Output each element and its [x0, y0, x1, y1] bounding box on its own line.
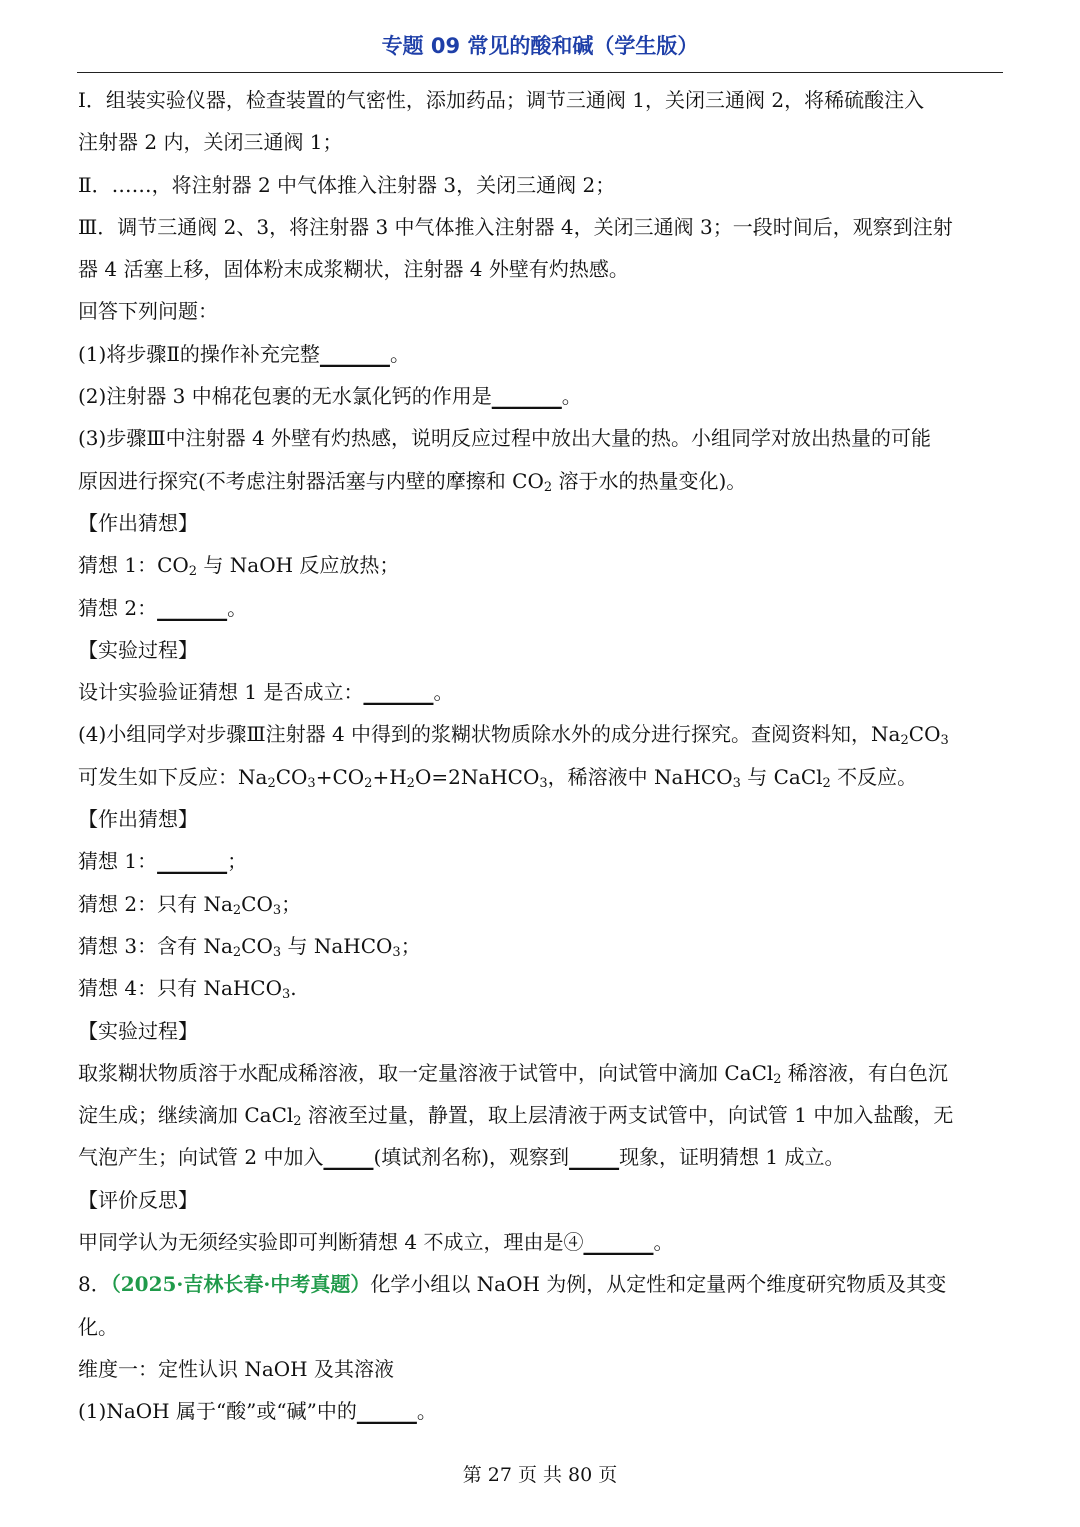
text-run: Ⅰ．组装实验仪器，检查装置的气密性，添加药品；调节三通阀 1，关闭三通阀 2，将稀硫酸注入 — [78, 88, 925, 112]
text-run: 化学小组以 NaOH 为例，从定性和定量两个维度研究物质及其变 — [370, 1272, 947, 1297]
subscript: 3 — [272, 902, 282, 918]
text-run: CO — [275, 764, 308, 789]
text-line — [78, 1221, 1003, 1263]
subscript: 3 — [732, 775, 741, 791]
text-run: 与 NaOH 反应放热； — [197, 553, 400, 578]
text-run: 猜想 3：含有 Na — [78, 933, 233, 958]
text-run: 【实验过程】 — [78, 637, 198, 662]
text-run: 稀溶液，有白色沉 — [781, 1060, 948, 1085]
source-citation: （2025·吉林长春·中考真题） — [110, 1272, 371, 1297]
text-run: 化。 — [78, 1314, 118, 1339]
subscript: 2 — [364, 775, 373, 791]
text-line — [78, 333, 1003, 375]
text-line — [78, 121, 1003, 163]
text-run: . — [290, 976, 297, 1001]
text-run: 猜想 2：只有 Na — [78, 891, 233, 916]
text-run: 原因进行探究(不考虑注射器活塞与内壁的摩擦和 CO — [78, 468, 544, 493]
text-run: 现象，证明猜想 1 成立。 — [619, 1145, 845, 1170]
subscript: 3 — [282, 987, 291, 1003]
header-divider — [77, 72, 1003, 73]
text-run: 猜想 1：CO — [78, 553, 189, 578]
subscript: 3 — [392, 944, 401, 960]
text-line — [78, 460, 1003, 502]
text-run: 。 — [416, 1399, 437, 1424]
text-run: ，稀溶液中 NaHCO — [547, 764, 733, 789]
text-run: O=2NaHCO — [414, 764, 540, 789]
subscript: 2 — [188, 564, 198, 580]
text-line — [78, 1052, 1003, 1094]
text-run: Ⅲ．调节三通阀 2、3，将注射器 3 中气体推入注射器 4，关闭三通阀 3；一段时间后，观察到注射 — [78, 214, 953, 239]
text-line — [78, 798, 1003, 840]
answer-blank: _______ — [491, 384, 562, 409]
subscript: 2 — [232, 944, 242, 960]
answer-blank: _______ — [319, 341, 390, 366]
subscript: 2 — [773, 1071, 782, 1087]
text-run: (1)NaOH 属于“酸”或“碱”中的 — [78, 1399, 357, 1424]
subscript: 3 — [940, 733, 949, 749]
subscript: 2 — [232, 902, 242, 918]
text-run: +CO — [315, 764, 365, 789]
text-run: Ⅱ．……，将注射器 2 中气体推入注射器 3，关闭三通阀 2； — [78, 172, 616, 197]
text-line — [78, 164, 1003, 206]
text-run: 气泡产生；向试管 2 中加入 — [78, 1145, 324, 1170]
subscript: 2 — [267, 775, 276, 791]
text-line — [78, 290, 1003, 332]
text-run: +H — [372, 764, 407, 789]
subscript: 2 — [900, 733, 909, 749]
text-run: 设计实验验证猜想 1 是否成立： — [78, 680, 364, 705]
text-line — [78, 1136, 1003, 1178]
document-body — [78, 79, 1003, 1433]
text-run: 【实验过程】 — [78, 1018, 198, 1043]
text-line — [78, 713, 1003, 755]
text-line — [78, 925, 1003, 967]
text-run: 可发生如下反应：Na — [78, 764, 268, 789]
text-line — [78, 544, 1003, 586]
text-run: 【作出猜想】 — [78, 510, 198, 535]
text-line — [78, 375, 1003, 417]
text-run: 。 — [389, 341, 410, 366]
text-run: 【作出猜想】 — [78, 807, 198, 832]
answer-blank: _______ — [583, 1230, 654, 1255]
text-run: 注射器 2 内，关闭三通阀 1； — [78, 130, 343, 155]
text-run: 【评价反思】 — [78, 1187, 198, 1212]
text-line — [78, 79, 1003, 121]
text-run: 猜想 2： — [78, 595, 158, 620]
text-run: 不反应。 — [830, 764, 918, 789]
text-line — [78, 1010, 1003, 1052]
text-run: 取浆糊状物质溶于水配成稀溶液，取一定量溶液于试管中，向试管中滴加 CaCl — [78, 1060, 774, 1085]
subscript: 2 — [293, 1114, 302, 1130]
text-line — [78, 1348, 1003, 1390]
text-run: 猜想 1： — [78, 849, 158, 874]
text-run: (填试剂名称)，观察到 — [373, 1145, 570, 1170]
text-run: (1)将步骤Ⅱ的操作补充完整 — [78, 341, 320, 366]
text-run: (3)步骤Ⅲ中注射器 4 外壁有灼热感，说明反应过程中放出大量的热。小组同学对放出热量的可能 — [78, 426, 932, 451]
text-run: 。 — [433, 680, 454, 705]
text-run: 回答下列问题： — [78, 299, 218, 324]
text-line — [78, 629, 1003, 671]
text-run: (4)小组同学对步骤Ⅲ注射器 4 中得到的浆糊状物质除水外的成分进行探究。查阅资料知，Na — [78, 722, 901, 747]
text-line — [78, 1306, 1003, 1348]
answer-blank: _____ — [323, 1145, 374, 1170]
text-run: ； — [281, 891, 302, 916]
subscript: 2 — [406, 775, 415, 791]
answer-blank: _______ — [363, 680, 434, 705]
subscript: 2 — [822, 775, 831, 791]
text-line — [78, 883, 1003, 925]
subscript: 3 — [307, 775, 316, 791]
text-line — [78, 1179, 1003, 1221]
text-run: ； — [227, 849, 248, 874]
text-line — [78, 417, 1003, 459]
text-run: 与 CaCl — [740, 764, 823, 789]
text-run: CO — [241, 891, 273, 916]
text-line — [78, 671, 1003, 713]
subscript: 2 — [543, 479, 553, 495]
text-line — [78, 1094, 1003, 1136]
answer-blank: ______ — [356, 1399, 417, 1424]
answer-blank: _______ — [157, 595, 228, 620]
page-number: 第 27 页 共 80 页 — [462, 1464, 618, 1486]
text-line — [78, 248, 1003, 290]
text-line — [78, 587, 1003, 629]
text-run: 溶于水的热量变化)。 — [552, 468, 747, 493]
text-run: CO — [241, 933, 273, 958]
document-header-title: 专题 09 常见的酸和碱（学生版） — [381, 34, 699, 58]
text-line — [78, 967, 1003, 1009]
subscript: 3 — [272, 944, 282, 960]
text-run: 。 — [653, 1230, 674, 1255]
text-run: 淀生成；继续滴加 CaCl — [78, 1103, 294, 1128]
text-run: 与 NaHCO — [281, 933, 393, 958]
text-run: 甲同学认为无须经实验即可判断猜想 4 不成立，理由是④ — [78, 1230, 584, 1255]
answer-blank: _______ — [157, 849, 228, 874]
text-run: 。 — [227, 595, 248, 620]
text-line — [78, 206, 1003, 248]
text-run: (2)注射器 3 中棉花包裹的无水氯化钙的作用是 — [78, 384, 492, 409]
text-line — [78, 756, 1003, 798]
text-line — [78, 1263, 1003, 1305]
text-run: 维度一：定性认识 NaOH 及其溶液 — [78, 1356, 394, 1381]
text-run: 溶液至过量，静置，取上层清液于两支试管中，向试管 1 中加入盐酸，无 — [301, 1103, 954, 1128]
text-run: 8． — [78, 1272, 111, 1297]
text-run: 。 — [561, 384, 582, 409]
text-line — [78, 840, 1003, 882]
subscript: 3 — [539, 775, 548, 791]
text-run: CO — [908, 722, 941, 747]
text-line — [78, 1390, 1003, 1432]
text-line — [78, 502, 1003, 544]
text-run: 猜想 4：只有 NaHCO — [78, 976, 283, 1001]
text-run: ； — [400, 933, 421, 958]
text-run: 器 4 活塞上移，固体粉末成浆糊状，注射器 4 外壁有灼热感。 — [78, 257, 629, 282]
answer-blank: _____ — [569, 1145, 620, 1170]
